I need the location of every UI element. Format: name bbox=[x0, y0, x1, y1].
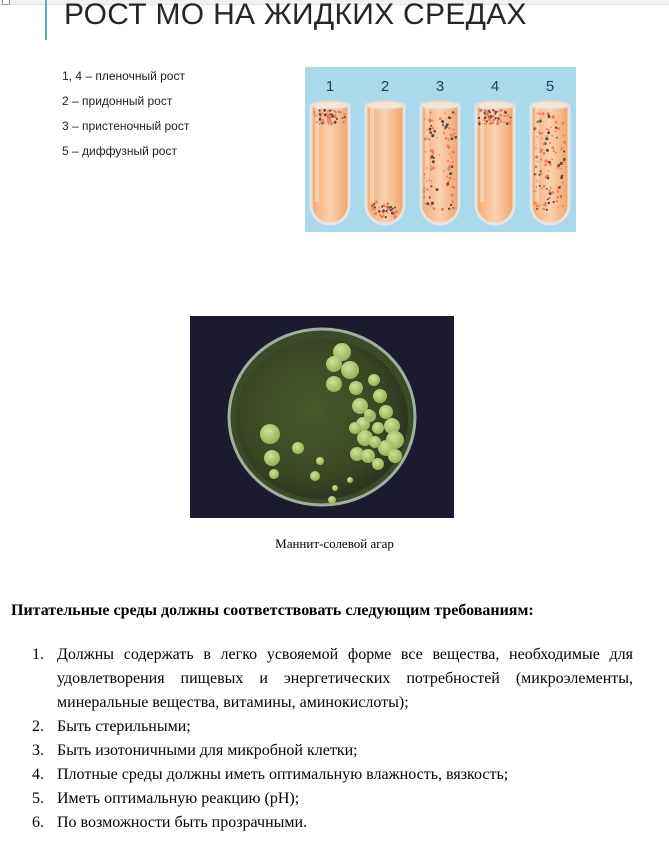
requirement-item bbox=[18, 643, 633, 715]
tube-number: 5 bbox=[545, 78, 555, 95]
colony bbox=[373, 389, 387, 403]
item-number: 2. bbox=[32, 718, 44, 735]
colony bbox=[269, 469, 279, 479]
colony bbox=[316, 457, 324, 465]
test-tubes-illustration bbox=[305, 67, 576, 232]
requirement-item bbox=[18, 715, 633, 739]
glass-highlight bbox=[535, 107, 539, 202]
item-number: 5. bbox=[32, 790, 44, 807]
colony bbox=[292, 442, 304, 454]
glass-highlight bbox=[425, 107, 429, 202]
page-corner-mark bbox=[2, 0, 10, 5]
colony bbox=[379, 405, 393, 419]
slide-title: РОСТ МО НА ЖИДКИХ СРЕДАХ bbox=[64, 0, 527, 31]
requirement-item bbox=[18, 739, 633, 763]
colony bbox=[372, 422, 384, 434]
item-number: 1. bbox=[32, 646, 44, 663]
colony bbox=[364, 409, 374, 419]
item-text: Должны содержать в легко усвояемой форме все вещества, необходимые для удовлетворения пищевых и энергетических потребностей (микроэлементы, минеральные вещества, витамины, аминокислоты); bbox=[57, 646, 633, 711]
glass-highlight bbox=[315, 107, 319, 202]
requirements-list bbox=[18, 643, 633, 835]
tube-number: 1 bbox=[325, 78, 335, 95]
item-text: Плотные среды должны иметь оптимальную влажность, вязкость; bbox=[57, 766, 509, 783]
item-number: 6. bbox=[32, 814, 44, 831]
colony bbox=[349, 422, 361, 434]
colony bbox=[347, 477, 353, 483]
test-tubes-svg bbox=[305, 67, 576, 232]
colony bbox=[328, 496, 336, 504]
legend-item: 2 – придонный рост bbox=[62, 94, 173, 108]
petri-dish-svg bbox=[190, 316, 454, 518]
colony bbox=[349, 381, 363, 395]
colony bbox=[332, 485, 338, 491]
colony bbox=[369, 436, 381, 448]
requirements-heading: Питательные среды должны соответствовать следующим требованиям: bbox=[11, 602, 534, 619]
item-text: Иметь оптимальную реакцию (pH); bbox=[57, 790, 300, 807]
glass-highlight bbox=[480, 107, 484, 202]
colony bbox=[326, 376, 342, 392]
requirement-item bbox=[18, 787, 633, 811]
tube-number: 4 bbox=[490, 78, 500, 95]
item-text: Быть изотоничными для микробной клетки; bbox=[57, 742, 358, 759]
item-number: 3. bbox=[32, 742, 44, 759]
legend-item: 5 – диффузный рост bbox=[62, 144, 177, 158]
petri-dish-photo bbox=[190, 316, 454, 518]
tube-number: 2 bbox=[380, 78, 390, 95]
legend-item: 3 – пристеночный рост bbox=[62, 119, 190, 133]
colony bbox=[264, 450, 280, 466]
colony bbox=[310, 471, 320, 481]
growth-legend bbox=[62, 67, 189, 167]
colony bbox=[368, 374, 380, 386]
legend-item: 1, 4 – пленочный рост bbox=[62, 69, 185, 83]
slide-accent-bar bbox=[45, 0, 47, 40]
requirement-item bbox=[18, 811, 633, 835]
photo-caption: Маннит-солевой агар bbox=[275, 536, 394, 551]
tube-number: 3 bbox=[435, 78, 445, 95]
item-text: По возможности быть прозрачными. bbox=[57, 814, 308, 831]
glass-highlight bbox=[370, 107, 374, 202]
colony bbox=[260, 424, 280, 444]
colony bbox=[326, 356, 342, 372]
requirement-item bbox=[18, 763, 633, 787]
colony bbox=[388, 449, 402, 463]
colony bbox=[341, 361, 359, 379]
item-number: 4. bbox=[32, 766, 44, 783]
agar-surface bbox=[236, 339, 408, 499]
item-text: Быть стерильными; bbox=[57, 718, 191, 735]
colony bbox=[372, 458, 384, 470]
